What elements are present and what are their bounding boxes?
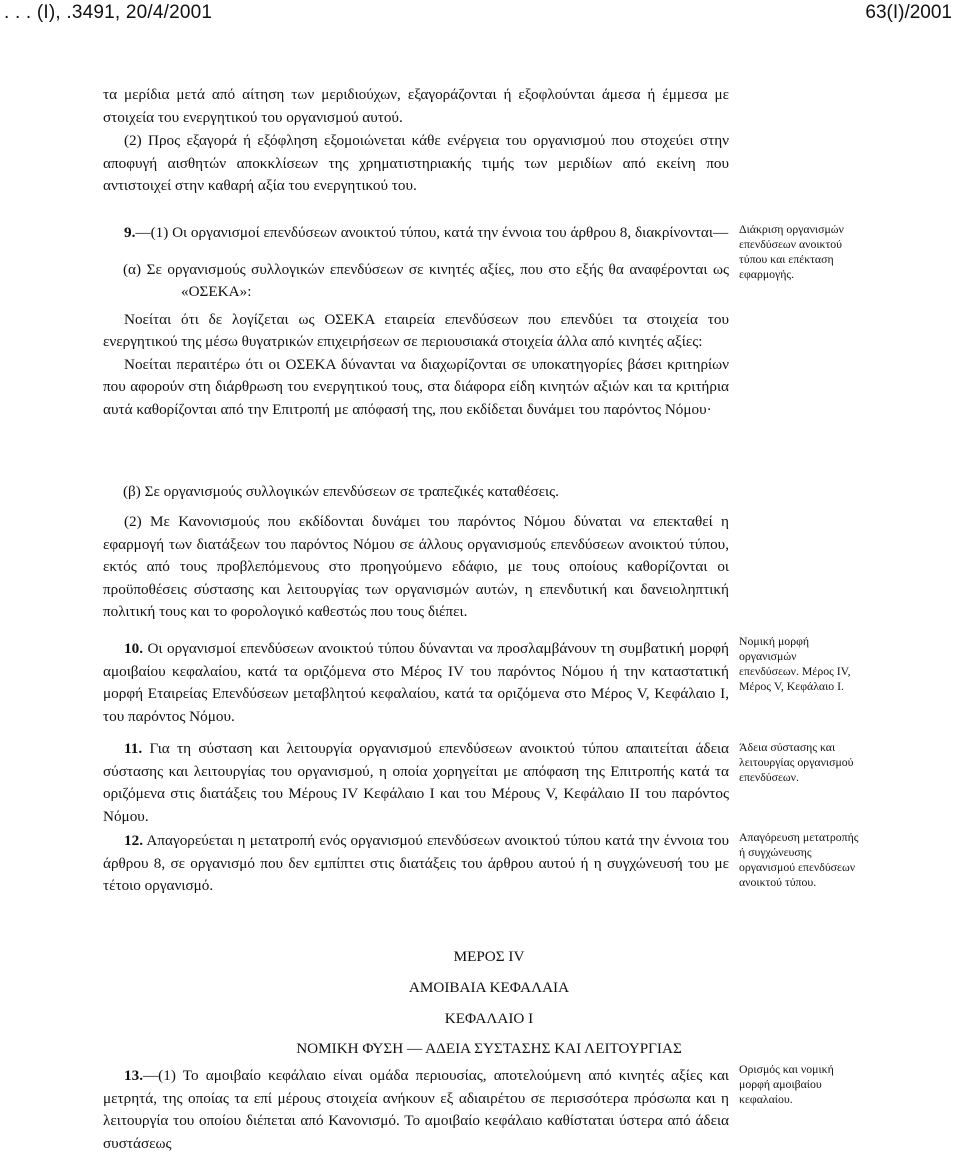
section-13 [103, 1065, 729, 1155]
continuation-paragraph [103, 84, 729, 129]
subparagraph-b: (β) Σε οργανισμούς συλλογικών επενδύσεων σε τραπεζικές καταθέσεις. [123, 483, 559, 500]
section-10-text [103, 638, 729, 728]
section-text: Για τη σύσταση και λειτουργία οργανισμού επενδύσεων ανοικτού τύπου απαιτείται άδεια σύστασης και λειτουργίας του οργανισμού, η οποία χορηγείται με απόφαση της Επιτροπής κατά τα οριζόμενα στις διατάξεις του Μέρους IV Κεφάλαιο I και του Μέρους V, Κεφάλαιο II του παρόντος Νόμου. [103, 740, 730, 825]
margin-note-10: Νομική μορφή οργανισμών επενδύσεων. Μέρος IV, Μέρος V, Κεφάλαιο I. [739, 634, 851, 693]
section-text: —(1) Το αμοιβαίο κεφάλαιο είναι ομάδα περιουσίας, αποτελούμενη από κινητές αξίες και μετρητά, της οποίας τα επί μέρους στοιχεία ανήκουν εξ αδιαιρέτου σε περισσότερα πρόσωπα και η λειτουργία του οποίου διέπεται από Κανονισμό. Το αμοιβαίο κεφάλαιο καθίσταται ύστερα από άδεια συστάσεως [103, 1067, 729, 1152]
section-number: 10. [124, 640, 143, 657]
section-number: 9. [124, 224, 136, 241]
margin-note-11: Άδεια σύστασης και λειτουργίας οργανισμού επενδύσεων. [739, 740, 854, 784]
section-number: 12. [124, 832, 143, 849]
section-text: —(1) Οι οργανισμοί επενδύσεων ανοικτού τύπου, κατά την έννοια του άρθρου 8, διακρίνονται— [135, 224, 729, 241]
margin-note-13: Ορισμός και νομική μορφή αμοιβαίου κεφαλαίου. [739, 1062, 834, 1106]
margin-note-9: Διάκριση οργανισμών επενδύσεων ανοικτού τύπου και επέκταση εφαρμογής. [739, 222, 844, 281]
margin-note-12: Απαγόρευση μετατροπής ή συγχώνευσης οργανισμού επενδύσεων ανοικτού τύπου. [739, 830, 859, 889]
section-12-text [103, 830, 729, 898]
subparagraph-a: (α) Σε οργανισμούς συλλογικών επενδύσεων σε κινητές αξίες, που στο εξής θα αναφέρονται ως «ΟΣΕΚΑ»: [123, 260, 729, 300]
section-number: 13. [124, 1067, 143, 1084]
law-number: 63(Ι)/2001 [865, 2, 952, 23]
section-10 [103, 638, 729, 728]
part-heading: ΜΕΡΟΣ IV [453, 948, 525, 965]
page-header [0, 0, 960, 28]
paragraph-2 [103, 130, 729, 198]
proviso-1: Νοείται ότι δε λογίζεται ως ΟΣΕΚΑ εταιρεία επενδύσεων που επενδύει τα στοιχεία του ενεργητικού της μέσω θυγατρικών επιχειρήσεων σε περιουσιακά στοιχεία άλλα από κινητές αξίες: [103, 310, 729, 350]
paragraph-text: (2) Με Κανονισμούς που εκδίδονται δυνάμει του παρόντος Νόμου δύναται να επεκταθεί η εφαρμογή των διατάξεων του παρόντος Νόμου σε άλλους οργανισμούς επενδύσεων ανοικτού τύπου, εκτός από τους προβλεπόμενους στο προηγούμενο εδάφιο, με τους οποίους καθορίζονται οι προϋποθέσεις σύστασης και λειτουργίας των οργανισμών αυτών, η επενδυτική και δανειοληπτική πολιτική τους και το φορολογικό καθεστώς που τους διέπει. [103, 513, 729, 620]
section-9 [103, 222, 729, 421]
part-title: ΑΜΟΙΒΑΙΑ ΚΕΦΑΛΑΙΑ [408, 979, 570, 996]
chapter-heading: ΚΕΦΑΛΑΙΟ I [444, 1010, 534, 1027]
section-12 [103, 830, 729, 898]
section-11-text [103, 738, 729, 828]
section-9-subsection-2 [103, 511, 729, 624]
section-9-intro [103, 222, 729, 245]
paragraph-text: (2) Προς εξαγορά ή εξόφληση εξομοιώνεται κάθε ενέργεια του οργανισμού που στοχεύει στην αποφυγή αισθητών αποκκλίσεων της χρηματιστηριακής τιμής των μεριδίων από εκείνη που αντιστοιχεί στην καθαρή αξία του ενεργητικού του. [103, 132, 729, 194]
section-13-text [103, 1065, 729, 1155]
section-number: 11. [124, 740, 143, 757]
paragraph-text: τα μερίδια μετά από αίτηση των μεριδιούχων, εξαγοράζονται ή εξοφλούνται άμεσα ή έμμεσα με στοιχεία του ενεργητικού του οργανισμού αυτού. [103, 86, 729, 126]
chapter-title: ΝΟΜΙΚΗ ΦΥΣΗ — ΑΔΕΙΑ ΣΥΣΤΑΣΗΣ ΚΑΙ ΛΕΙΤΟΥΡΓΙΑΣ [296, 1040, 682, 1057]
section-text: Απαγορεύεται η μετατροπή ενός οργανισμού επενδύσεων ανοικτού τύπου κατά την έννοια του άρθρου 8, σε οργανισμό που δεν εμπίπτει στις διατάξεις του άρθρου αυτού ή η συγχώνευσή του με τέτοιο οργανισμό. [103, 832, 729, 894]
gazette-reference: . . . (Ι), .3491, 20/4/2001 [4, 2, 213, 23]
subparagraph-b-block [103, 481, 729, 504]
section-text: Οι οργανισμοί επενδύσεων ανοικτού τύπου δύνανται να προσλαμβάνουν τη συμβατική μορφή αμοιβαίου κεφαλαίου, κατά τα οριζόμενα στο Μέρος IV του παρόντος Νόμου ή την καταστατική μορφή Εταιρείας Επενδύσεων μεταβλητού κεφαλαίου, κατά τα οριζόμενα στο Μέρος V, Κεφάλαιο I, του παρόντος Νόμου. [103, 640, 730, 725]
section-11 [103, 738, 729, 828]
proviso-2: Νοείται περαιτέρω ότι οι ΟΣΕΚΑ δύνανται να διαχωρίζονται σε υποκατηγορίες βάσει κριτηρίων που αφορούν στη διάρθρωση του ενεργητικού τους, στα διάφορα είδη κινητών αξιών και τα κριτήρια αυτά καθορίζονται από την Επιτροπή με απόφασή της, που εκδίδεται δυνάμει του παρόντος Νόμου· [103, 355, 729, 418]
